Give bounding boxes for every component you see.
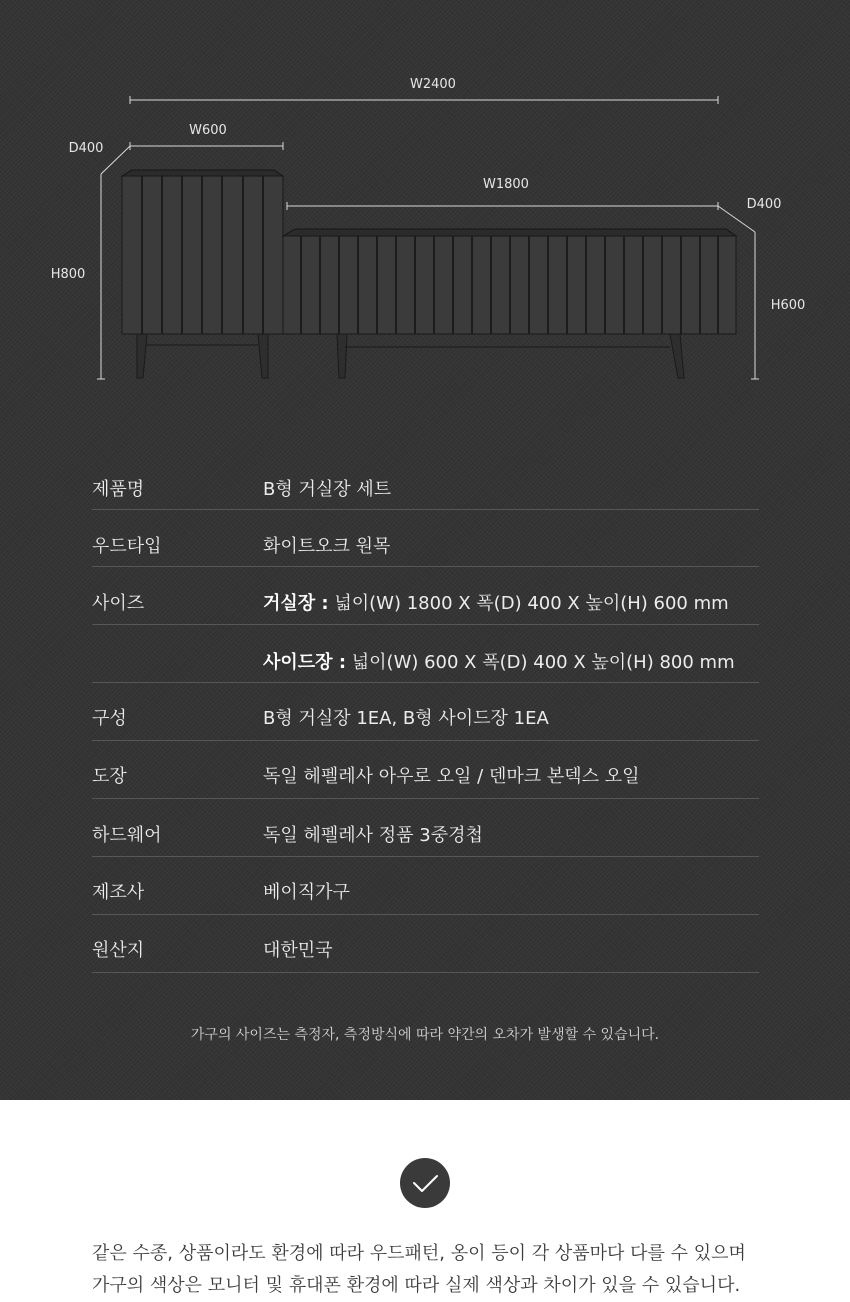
spec-value: 독일 헤펠레사 정품 3중경첩 (263, 825, 483, 846)
spec-row-hardware (92, 799, 759, 857)
spec-row-size-tv (92, 567, 759, 625)
spec-label: 구성 (92, 708, 127, 729)
spec-row-origin (92, 915, 759, 973)
spec-value: B형 거실장 1EA, B형 사이드장 1EA (263, 708, 549, 729)
spec-value: 독일 헤펠레사 아우로 오일 / 덴마크 본덱스 오일 (263, 766, 640, 787)
spec-row-composition (92, 683, 759, 741)
dim-w2400: W2400 (410, 77, 456, 92)
dim-d400-side: D400 (68, 141, 104, 156)
dim-h600: H600 (770, 298, 806, 313)
spec-value: 베이직가구 (263, 882, 350, 903)
spec-value (263, 589, 729, 615)
dim-h800: H800 (50, 267, 86, 282)
size-tolerance-note: 가구의 사이즈는 측정자, 측정방식에 따라 약간의 오차가 발생할 수 있습니다. (190, 1027, 660, 1043)
spec-value: 화이트오크 원목 (263, 536, 391, 557)
spec-row-size-side (92, 625, 759, 683)
side-cabinet (122, 170, 283, 378)
spec-value-text: 넓이(W) 600 X 폭(D) 400 X 높이(H) 800 mm (351, 652, 735, 673)
spec-label: 도장 (92, 766, 127, 787)
disclaimer-line: 같은 수종, 상품이라도 환경에 따라 우드패턴, 옹이 등이 각 상품마다 다를 수 있으며 (92, 1243, 746, 1264)
spec-row-product-name (92, 465, 759, 510)
spec-label: 원산지 (92, 940, 145, 961)
spec-value: 대한민국 (263, 940, 333, 961)
furniture-dimension-diagram (0, 0, 850, 420)
tv-cabinet (283, 229, 736, 378)
dim-w1800: W1800 (483, 177, 529, 192)
spec-value-bold: 거실장 : (263, 593, 329, 614)
spec-value: B형 거실장 세트 (263, 479, 392, 500)
spec-label: 제조사 (92, 882, 145, 903)
spec-label: 하드웨어 (92, 825, 162, 846)
disclaimer-line: 가구의 색상은 모니터 및 휴대폰 환경에 따라 실제 색상과 차이가 있을 수 있습니다. (92, 1275, 741, 1296)
check-circle-icon (400, 1158, 450, 1208)
spec-row-finish (92, 741, 759, 799)
spec-value (263, 648, 735, 674)
spec-row-manufacturer (92, 857, 759, 915)
spec-row-wood-type (92, 510, 759, 567)
spec-label: 제품명 (92, 479, 145, 500)
spec-label: 우드타입 (92, 536, 162, 557)
dim-d400-tv: D400 (746, 197, 782, 212)
dim-w600: W600 (189, 123, 227, 138)
spec-table (92, 465, 759, 973)
disclaimer-text (92, 1238, 792, 1302)
spec-value-text: 넓이(W) 1800 X 폭(D) 400 X 높이(H) 600 mm (334, 593, 729, 614)
spec-label: 사이즈 (92, 593, 145, 614)
spec-value-bold: 사이드장 : (263, 652, 347, 673)
